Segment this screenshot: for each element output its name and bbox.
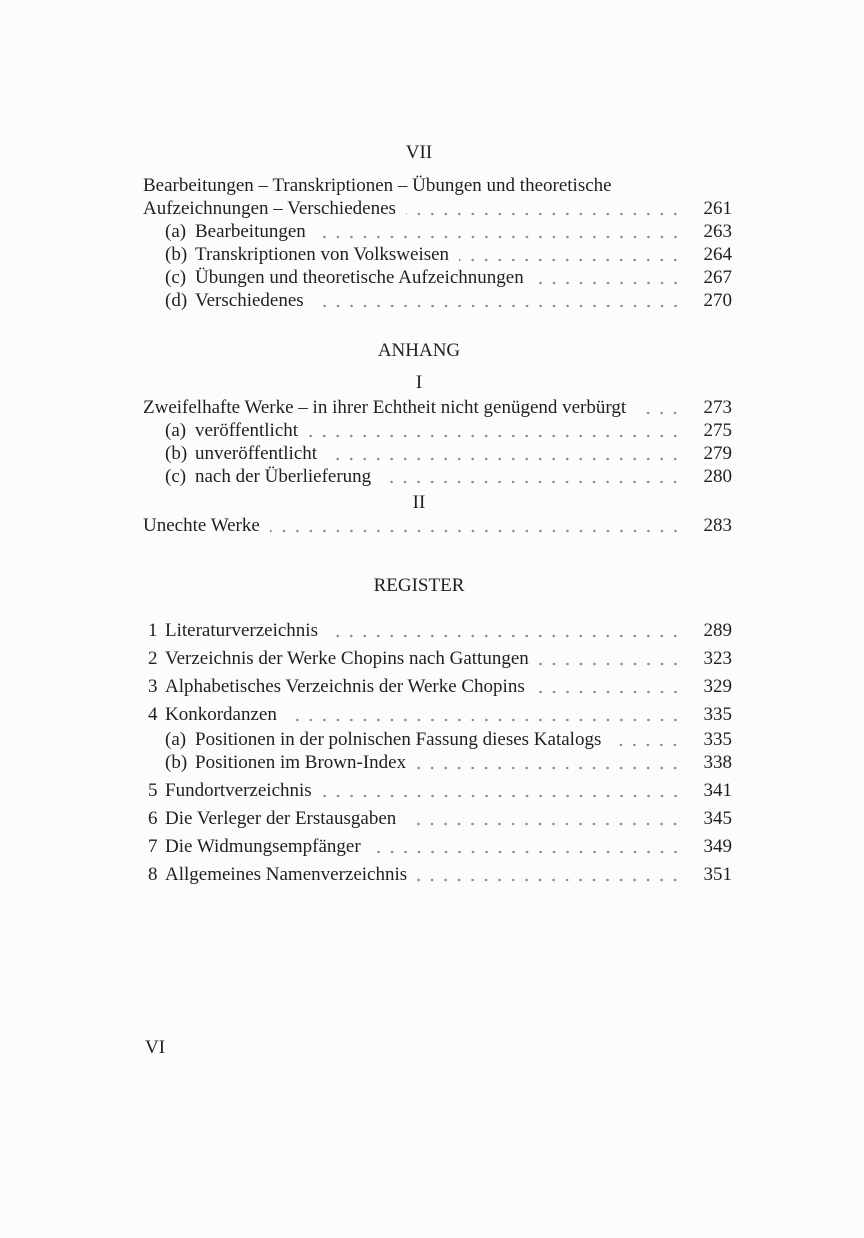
register-item — [143, 703, 732, 726]
leader-dots — [308, 419, 684, 442]
subentry-marker: (b) — [165, 443, 188, 464]
anhang-part2-numeral: II — [412, 492, 426, 513]
anhang-part1-numeral: I — [415, 372, 423, 393]
page-number: 349 — [703, 836, 732, 857]
register-heading: REGISTER — [373, 575, 465, 596]
register-item — [143, 675, 732, 698]
item-number: 2 — [148, 648, 158, 669]
page-number: 261 — [703, 198, 732, 219]
toc-entry-line1 — [143, 174, 732, 197]
leader-dots — [535, 675, 684, 698]
page-number: 283 — [703, 515, 732, 536]
page-number: 345 — [703, 808, 732, 829]
toc-subentry — [143, 289, 732, 312]
leader-dots — [636, 396, 684, 419]
item-number: 6 — [148, 808, 158, 829]
leader-dots — [322, 779, 684, 802]
subentry-marker: (a) — [165, 729, 187, 750]
leader-dots — [381, 465, 684, 488]
toc-entry-line2 — [143, 197, 732, 220]
toc-subentry — [143, 243, 732, 266]
leader-dots — [539, 647, 684, 670]
leader-dots — [406, 197, 684, 220]
item-number: 7 — [148, 836, 158, 857]
entry-label: Zweifelhafte Werke – in ihrer Echtheit nicht genügend verbürgt — [143, 397, 627, 418]
page-number: 335 — [703, 704, 732, 725]
entry-label: Unechte Werke — [143, 515, 260, 536]
page-number: 280 — [703, 466, 732, 487]
item-number: 8 — [148, 864, 158, 885]
chapter-vii-heading: VII — [405, 142, 433, 163]
page-number: 263 — [703, 221, 732, 242]
subentry-label: Transkriptionen von Volksweisen — [195, 244, 450, 265]
register-item — [143, 619, 732, 642]
subentry-marker: (a) — [165, 221, 187, 242]
toc-subentry — [143, 419, 732, 442]
leader-dots — [316, 220, 684, 243]
item-label: Konkordanzen — [165, 704, 277, 725]
page-number: 351 — [703, 864, 732, 885]
leader-dots — [417, 863, 684, 886]
register-subitem — [143, 751, 732, 774]
subentry-label: Verschiedenes — [195, 290, 304, 311]
subentry-marker: (c) — [165, 267, 187, 288]
subentry-label: unveröffentlicht — [195, 443, 318, 464]
toc-entry — [143, 514, 732, 537]
leader-dots — [459, 243, 684, 266]
subentry-label: veröffentlicht — [195, 420, 299, 441]
toc-entry — [143, 396, 732, 419]
toc-subentry — [143, 442, 732, 465]
toc-subentry — [143, 266, 732, 289]
toc-subentry — [143, 220, 732, 243]
leader-dots — [328, 619, 684, 642]
item-number: 5 — [148, 780, 158, 801]
leader-dots — [534, 266, 684, 289]
leader-dots — [327, 442, 684, 465]
page-number: 264 — [703, 244, 732, 265]
entry-label: Aufzeichnungen – Verschiedenes — [143, 198, 396, 219]
subentry-label: Positionen in der polnischen Fassung dieses Katalogs — [195, 729, 602, 750]
leader-dots — [416, 751, 684, 774]
leader-dots — [287, 703, 684, 726]
leader-dots — [371, 835, 684, 858]
register-item — [143, 779, 732, 802]
item-label: Die Verleger der Erstausgaben — [165, 808, 397, 829]
subentry-label: nach der Überlieferung — [195, 466, 372, 487]
leader-dots — [406, 807, 684, 830]
page-number: 270 — [703, 290, 732, 311]
anhang-heading: ANHANG — [377, 340, 461, 361]
page-number: 338 — [703, 752, 732, 773]
subentry-label: Übungen und theoretische Aufzeichnungen — [195, 267, 524, 288]
item-label: Fundortverzeichnis — [165, 780, 312, 801]
folio-page-number: VI — [145, 1037, 166, 1058]
entry-label: Bearbeitungen – Transkriptionen – Übungen und theoretische — [143, 175, 612, 196]
toc-subentry — [143, 465, 732, 488]
subentry-marker: (b) — [165, 244, 188, 265]
subentry-label: Positionen im Brown-Index — [195, 752, 407, 773]
item-label: Literaturverzeichnis — [165, 620, 318, 641]
leader-dots — [314, 289, 684, 312]
page-number: 335 — [703, 729, 732, 750]
page-number: 341 — [703, 780, 732, 801]
item-label: Die Widmungsempfänger — [165, 836, 361, 857]
page-number: 267 — [703, 267, 732, 288]
table-of-contents — [143, 0, 732, 886]
page-number: 329 — [703, 676, 732, 697]
page-number: 273 — [703, 397, 732, 418]
subentry-marker: (b) — [165, 752, 188, 773]
item-number: 3 — [148, 676, 158, 697]
register-item — [143, 807, 732, 830]
subentry-marker: (a) — [165, 420, 187, 441]
page-number: 279 — [703, 443, 732, 464]
register-subitem — [143, 728, 732, 751]
register-item — [143, 647, 732, 670]
leader-dots — [270, 514, 684, 537]
subentry-marker: (c) — [165, 466, 187, 487]
leader-dots — [611, 728, 684, 751]
item-label: Alphabetisches Verzeichnis der Werke Chopins — [165, 676, 525, 697]
subentry-label: Bearbeitungen — [195, 221, 306, 242]
page-number: 275 — [703, 420, 732, 441]
register-item — [143, 863, 732, 886]
item-number: 4 — [148, 704, 158, 725]
item-number: 1 — [148, 620, 158, 641]
page-number: 323 — [703, 648, 732, 669]
register-item — [143, 835, 732, 858]
subentry-marker: (d) — [165, 290, 188, 311]
item-label: Allgemeines Namenverzeichnis — [165, 864, 408, 885]
item-label: Verzeichnis der Werke Chopins nach Gattungen — [165, 648, 529, 669]
page-number: 289 — [703, 620, 732, 641]
